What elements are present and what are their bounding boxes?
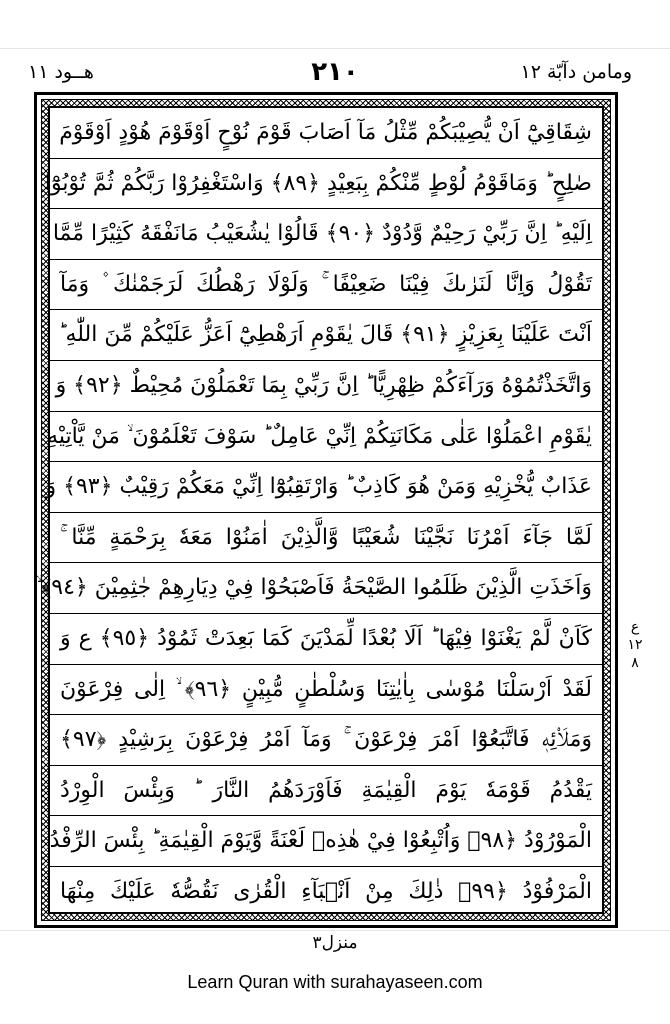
page-frame: [34, 92, 618, 928]
verse-line: تَقُوْلُ وَاِنَّا لَنَرٰىكَ فِيْنَا ضَعِيْفًا ۚ وَلَوْلَا رَهْطُكَ لَرَجَمْنٰكَ ۫ وَمَآ: [50, 260, 602, 311]
verse-line: اِلَيْهِ ؕ اِنَّ رَبِّيْ رَحِيْمٌ وَّدُوْدٌ ﴿٩٠﴾ قَالُوْا يٰشُعَيْبُ مَانَفْقَهُ كَثِيْرًا مِّمَّا: [50, 209, 602, 260]
top-rule: [0, 48, 670, 49]
verse-line: عَذَابٌ يُّخْزِيْهِ وَمَنْ هُوَ كَاذِبٌ ؕ وَارْتَقِبُوْٓا اِنِّيْ مَعَكُمْ رَقِيْبٌ ﴿٩٣﴾ وَ: [50, 462, 602, 513]
verse-line: وَاَخَذَتِ الَّذِيْنَ ظَلَمُوا الصَّيْحَةُ فَاَصْبَحُوْا فِيْ دِيَارِهِمْ جٰثِمِيْنَ ﴿٩٤﴾ ۙ: [50, 563, 602, 614]
juz-label: ومامن دآبّة ١٢: [520, 61, 632, 83]
page-number: ٢١٠: [311, 57, 359, 87]
verse-line: لَمَّا جَآءَ اَمْرُنَا نَجَّيْنَا شُعَيْبًا وَّالَّذِيْنَ اٰمَنُوْا مَعَهٗ بِرَحْمَةٍ مِّنَّا ۚ: [50, 513, 602, 564]
verse-line: لَقَدْ اَرْسَلْنَا مُوْسٰى بِاٰيٰتِنَا وَسُلْطٰنٍ مُّبِيْنٍ ﴿٩٦﴾ ۙ اِلٰى فِرْعَوْنَ: [50, 665, 602, 716]
manzil-label: منزل٣: [312, 933, 358, 953]
bottom-rule: [0, 930, 670, 931]
verse-line: الْمَرْفُوْدُ ﴿٩٩﴾ ذٰلِكَ مِنْ اَنْۢبَآءِ الْقُرٰى نَقُصُّهٗ عَلَيْكَ مِنْهَا: [60, 879, 592, 904]
verse-line: شِقَاقِيْٓ اَنْ يُّصِيْبَكُمْ مِّثْلُ مَآ اَصَابَ قَوْمَ نُوْحٍ اَوْقَوْمَ هُوْدٍ اَوْقَوْمَ: [50, 108, 602, 159]
verse-line: الْمَوْرُوْدُ ﴿٩٨﴾ وَاُتْبِعُوْا فِيْ هٰذِهٖ لَعْنَةً وَّيَوْمَ الْقِيٰمَةِ ؕ بِئْسَ الرِّفْدُ: [50, 816, 602, 867]
verse-line: وَاتَّخَذْتُمُوْهُ وَرَآءَكُمْ ظِهْرِيًّا ؕ اِنَّ رَبِّيْ بِمَا تَعْمَلُوْنَ مُحِيْطٌ ﴿٩٢﴾ وَ: [50, 361, 602, 412]
verse-lines: [36, 108, 602, 912]
surah-label: هــود ١١: [28, 61, 94, 83]
verse-line: كَاَنْ لَّمْ يَغْنَوْا فِيْهَا ؕ اَلَا بُعْدًا لِّمَدْيَنَ كَمَا بَعِدَتْ ثَمُوْدُ ﴿٩٥﴾ ع وَ: [50, 614, 602, 665]
verse-line: وَمَلَا۟ئِهٖ فَاتَّبَعُوْٓا اَمْرَ فِرْعَوْنَ ۚ وَمَآ اَمْرُ فِرْعَوْنَ بِرَشِيْدٍ ﴿٩٧﴾: [50, 715, 602, 766]
verse-line: صٰلِحٍ ؕ وَمَاقَوْمُ لُوْطٍ مِّنْكُمْ بِبَعِيْدٍ ﴿٨٩﴾ وَاسْتَغْفِرُوْا رَبَّكُمْ ثُمَّ تُوْبُوْٓا: [50, 159, 602, 210]
page-header: [0, 55, 670, 95]
site-credit: Learn Quran with surahayaseen.com: [187, 972, 483, 992]
ruku-marker: ع ١٢ ٨: [627, 619, 643, 671]
verse-line: يَقْدُمُ قَوْمَهٗ يَوْمَ الْقِيٰمَةِ فَاَوْرَدَهُمُ النَّارَ ؕ وَبِئْسَ الْوِرْدُ: [50, 766, 602, 817]
text-area: [36, 106, 604, 914]
verse-line: اَنْتَ عَلَيْنَا بِعَزِيْزٍ ﴿٩١﴾ قَالَ يٰقَوْمِ اَرَهْطِيْٓ اَعَزُّ عَلَيْكُمْ مِّنَ اللّٰهِ ؕ: [50, 310, 602, 361]
verse-line: يٰقَوْمِ اعْمَلُوْا عَلٰى مَكَانَتِكُمْ اِنِّيْ عَامِلٌ ؕ سَوْفَ تَعْلَمُوْنَ ۙ مَنْ يَّاْتِيْهِ: [50, 412, 602, 463]
frame-border-pattern: [36, 99, 611, 921]
